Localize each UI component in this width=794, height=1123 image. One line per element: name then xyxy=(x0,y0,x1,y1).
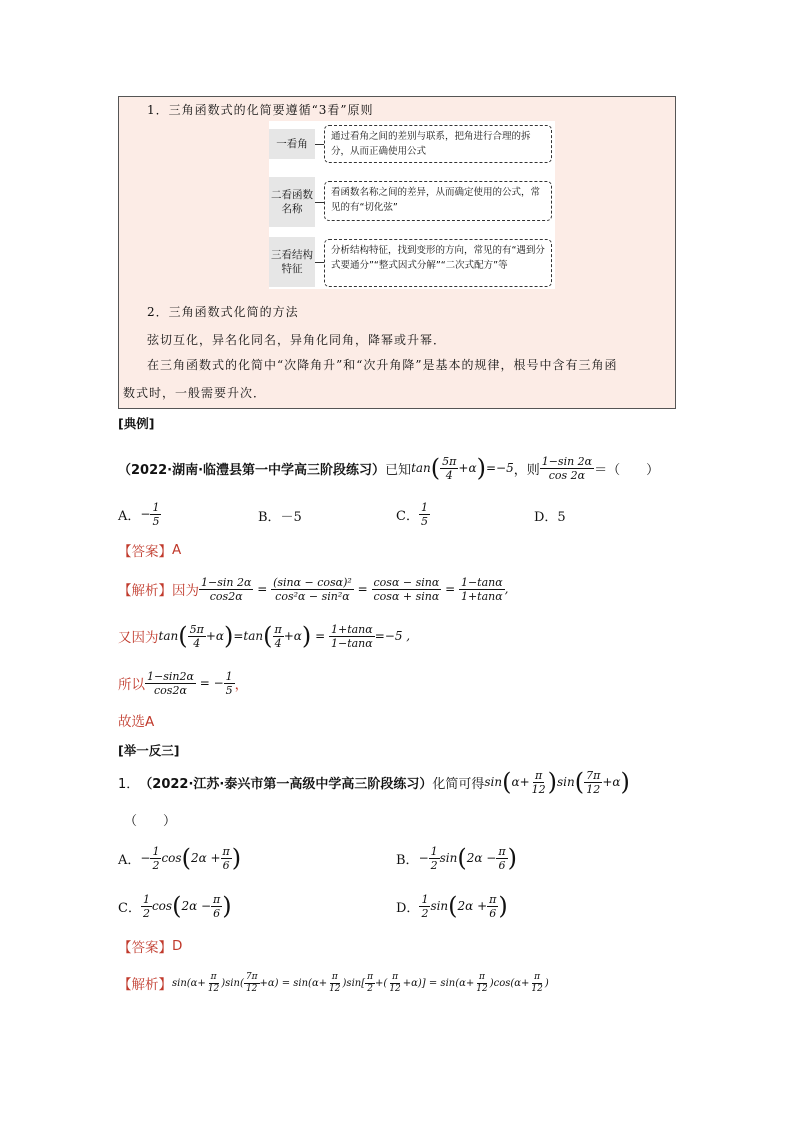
example-stem-a: 已知 xyxy=(385,462,412,478)
example-option-b: B．－5 xyxy=(258,510,302,525)
example-stem-b: ，则 xyxy=(513,462,540,478)
math-expr: +α xyxy=(205,629,224,643)
math-tan: tan xyxy=(158,629,179,643)
math-paren: ( xyxy=(502,768,512,796)
math-paren: ) xyxy=(301,622,312,650)
math-frac: $\frac{1-\sin 2\alpha}{\cos 2\alpha}$ xyxy=(147,669,194,697)
practice-source: （2022·江苏·泰兴市第一高级中学高三阶段练习） xyxy=(139,776,433,792)
math-expr: cos xyxy=(151,899,173,913)
math-expr: )sin( xyxy=(221,977,244,989)
math-frac: $\frac{7\pi}{12}$ xyxy=(245,971,258,994)
math-expr: = xyxy=(353,582,372,596)
math-frac: $\frac{\pi}{12}$ xyxy=(329,971,341,994)
math-frac: $\frac{1}{5}$ xyxy=(420,500,428,528)
math-frac: $\frac{5\pi}{4}$ xyxy=(442,454,457,482)
math-expr: ， xyxy=(234,677,249,693)
example-option-c xyxy=(396,496,430,532)
example-source: （2022·湖南·临澧县第一中学高三阶段练习） xyxy=(118,462,386,478)
three-looks-diagram xyxy=(269,121,555,289)
math-frac: $\frac{5\pi}{4}$ xyxy=(189,622,204,650)
answer-value: D xyxy=(172,938,183,954)
example-question xyxy=(118,448,659,488)
option-a-label: A． xyxy=(118,852,141,868)
example-stem-c: ＝（ ） xyxy=(594,462,660,478)
diagram-label-1: 一看角 xyxy=(269,129,315,159)
analysis-line-2 xyxy=(118,616,410,656)
practice-answer xyxy=(118,936,182,956)
option-d-label: D． xyxy=(396,900,420,916)
analysis-so: 所以 xyxy=(118,677,145,693)
math-frac: $\frac{\pi}{6}$ xyxy=(489,892,497,920)
answer-label: 【答案】 xyxy=(118,544,172,560)
math-expr: sin xyxy=(484,775,503,789)
math-frac: $\frac{\pi}{6}$ xyxy=(213,892,221,920)
math-expr: +α) = sin(α+ xyxy=(259,977,328,989)
math-expr: − xyxy=(140,507,151,521)
math-expr: = xyxy=(253,582,272,596)
diagram-connector-2 xyxy=(315,202,324,203)
option-b-label: B． xyxy=(396,852,419,868)
math-frac: $\frac{\pi}{12}$ xyxy=(389,971,401,994)
math-paren: ( xyxy=(181,844,191,872)
summary-point1: 1．三角函数式的化简要遵循“3看”原则 xyxy=(147,103,374,117)
example-option-a xyxy=(118,496,161,532)
math-tan: tan xyxy=(411,461,431,475)
option-a-label: A． xyxy=(118,508,141,524)
math-frac: $\frac{\pi}{6}$ xyxy=(222,844,230,872)
diagram-label-2: 二看函数名称 xyxy=(269,177,315,227)
diagram-connector-3 xyxy=(315,262,324,263)
math-frac: $\frac{1-\tan\alpha}{1+\tan\alpha}$ xyxy=(460,575,503,603)
summary-methods: 弦切互化，异名化同名，异角化同角，降幂或升幂． xyxy=(147,333,447,347)
math-paren: ) xyxy=(507,844,517,872)
example-answer xyxy=(118,540,181,560)
math-frac: $\frac{\pi}{6}$ xyxy=(498,844,506,872)
math-expr: = − xyxy=(195,676,224,690)
math-frac: $\frac{1}{2}$ xyxy=(152,844,160,872)
math-paren: ) xyxy=(231,844,242,872)
example-heading: [典例] xyxy=(118,416,155,431)
option-c-label: C． xyxy=(118,900,141,916)
practice-option-b xyxy=(396,838,517,878)
math-paren: ) xyxy=(620,768,630,796)
practice-stem: 化简可得 xyxy=(432,776,485,792)
practice-heading: [举一反三] xyxy=(118,743,180,758)
math-expr: )cos(α+ xyxy=(489,977,530,989)
math-paren: ) xyxy=(476,454,486,482)
summary-point2: 2．三角函数式化简的方法 xyxy=(147,305,299,319)
math-expr: , xyxy=(504,582,509,596)
practice-qnum: 1． xyxy=(118,776,140,792)
math-expr: sin(α+ xyxy=(172,977,206,989)
math-expr: = xyxy=(441,582,459,596)
math-paren: ( xyxy=(178,622,188,650)
answer-label: 【答案】 xyxy=(118,940,172,956)
analysis-because: 因为 xyxy=(172,583,199,599)
math-frac: $\frac{\pi}{12}$ xyxy=(531,971,543,994)
analysis-label: 【解析】 xyxy=(118,977,172,993)
summary-note-1: 在三角函数式的化简中“次降角升”和“次升角降”是基本的规律，根号中含有三角函 xyxy=(147,358,618,372)
math-expr: sin xyxy=(439,851,458,865)
analysis-again: 又因为 xyxy=(118,630,159,646)
math-frac: $\frac{1}{2}$ xyxy=(142,892,150,920)
math-frac: $\frac{1-\sin 2\alpha}{\cos 2\alpha}$ xyxy=(541,454,593,482)
math-expr: +( xyxy=(375,977,388,989)
math-expr: )sin[ xyxy=(342,977,366,989)
math-expr: sin xyxy=(557,775,575,789)
math-expr: +α)] = sin(α+ xyxy=(402,977,475,989)
math-frac: $\frac{1+\tan\alpha}{1-\tan\alpha}$ xyxy=(330,622,373,650)
math-paren: ( xyxy=(574,768,585,796)
math-frac: $\frac{1}{5}$ xyxy=(225,669,233,697)
math-expr: = xyxy=(311,629,329,643)
practice-analysis xyxy=(118,966,549,1000)
math-paren: ) xyxy=(498,892,508,920)
analysis-line-1 xyxy=(118,570,509,608)
math-frac: $\frac{1}{2}$ xyxy=(421,892,429,920)
math-paren: ( xyxy=(457,844,467,872)
math-frac: $\frac{1}{2}$ xyxy=(430,844,438,872)
diagram-text-1: 通过看角之间的差别与联系，把角进行合理的拆分，从而正确使用公式 xyxy=(324,125,552,163)
practice-option-a xyxy=(118,838,241,878)
math-expr: α+ xyxy=(511,775,530,789)
math-frac: $\frac{\text{(sinα − cosα)²}}{\text{cos²α − sin²α}}$ xyxy=(273,575,352,603)
math-paren: ) xyxy=(222,892,232,920)
math-paren: ( xyxy=(448,892,458,920)
math-paren: ( xyxy=(263,622,273,650)
practice-option-c xyxy=(118,886,232,926)
math-frac: $\frac{1-\sin 2\alpha}{\cos 2\alpha}$ xyxy=(201,575,252,603)
math-paren: ) xyxy=(224,622,234,650)
math-expr: 2α − xyxy=(466,851,497,865)
math-frac: $\frac{\pi}{12}$ xyxy=(207,971,220,994)
math-expr: =−5 , xyxy=(374,629,411,643)
example-option-d: D．5 xyxy=(534,510,566,525)
math-paren: ( xyxy=(430,454,441,482)
math-expr: sin xyxy=(430,899,449,913)
math-expr: cos xyxy=(161,851,182,865)
analysis-line-3 xyxy=(118,664,248,702)
summary-note-2: 数式时，一般需要升次． xyxy=(123,386,267,400)
math-expr: 2α − xyxy=(181,899,212,913)
math-expr: =tan xyxy=(233,629,264,643)
answer-value: A xyxy=(172,542,182,558)
math-frac: $\frac{1}{5}$ xyxy=(152,500,160,528)
math-paren: ( xyxy=(172,892,182,920)
math-frac: $\frac{7\pi}{12}$ xyxy=(586,768,601,796)
practice-option-d xyxy=(396,886,508,926)
diagram-text-3: 分析结构特征，找到变形的方向，常见的有“遇到分式要通分”“整式因式分解”“二次式配方”等 xyxy=(324,239,552,287)
analysis-label: 【解析】 xyxy=(118,583,172,599)
option-c-label: C． xyxy=(396,508,419,524)
diagram-text-2: 看函数名称之间的差异，从而确定使用的公式，常见的有“切化弦” xyxy=(324,181,552,221)
math-expr: +α xyxy=(458,461,477,475)
summary-box xyxy=(118,96,676,409)
math-paren: ) xyxy=(547,768,558,796)
math-expr: 2α + xyxy=(190,851,221,865)
math-frac: $\frac{\pi}{12}$ xyxy=(531,768,546,796)
math-frac: $\frac{\pi}{12}$ xyxy=(476,971,488,994)
math-expr: ) xyxy=(544,977,549,989)
math-expr: +α xyxy=(283,629,302,643)
math-expr: − xyxy=(140,851,151,865)
practice-question xyxy=(118,762,630,802)
math-expr: =−5 xyxy=(485,461,514,475)
math-expr: − xyxy=(418,851,429,865)
analysis-choose: 故选A xyxy=(118,714,155,730)
math-expr: +α xyxy=(602,775,621,789)
math-frac: $\frac{\pi}{2}$ xyxy=(367,971,374,994)
diagram-connector-1 xyxy=(315,144,324,145)
math-frac: $\frac{\pi}{4}$ xyxy=(274,622,282,650)
practice-paren: （ ） xyxy=(124,814,177,829)
math-frac: $\frac{\cos\alpha - \sin\alpha}{\cos\alpha + \sin\alpha}$ xyxy=(373,575,440,603)
diagram-label-3: 三看结构特征 xyxy=(269,237,315,287)
math-expr: 2α + xyxy=(457,899,488,913)
